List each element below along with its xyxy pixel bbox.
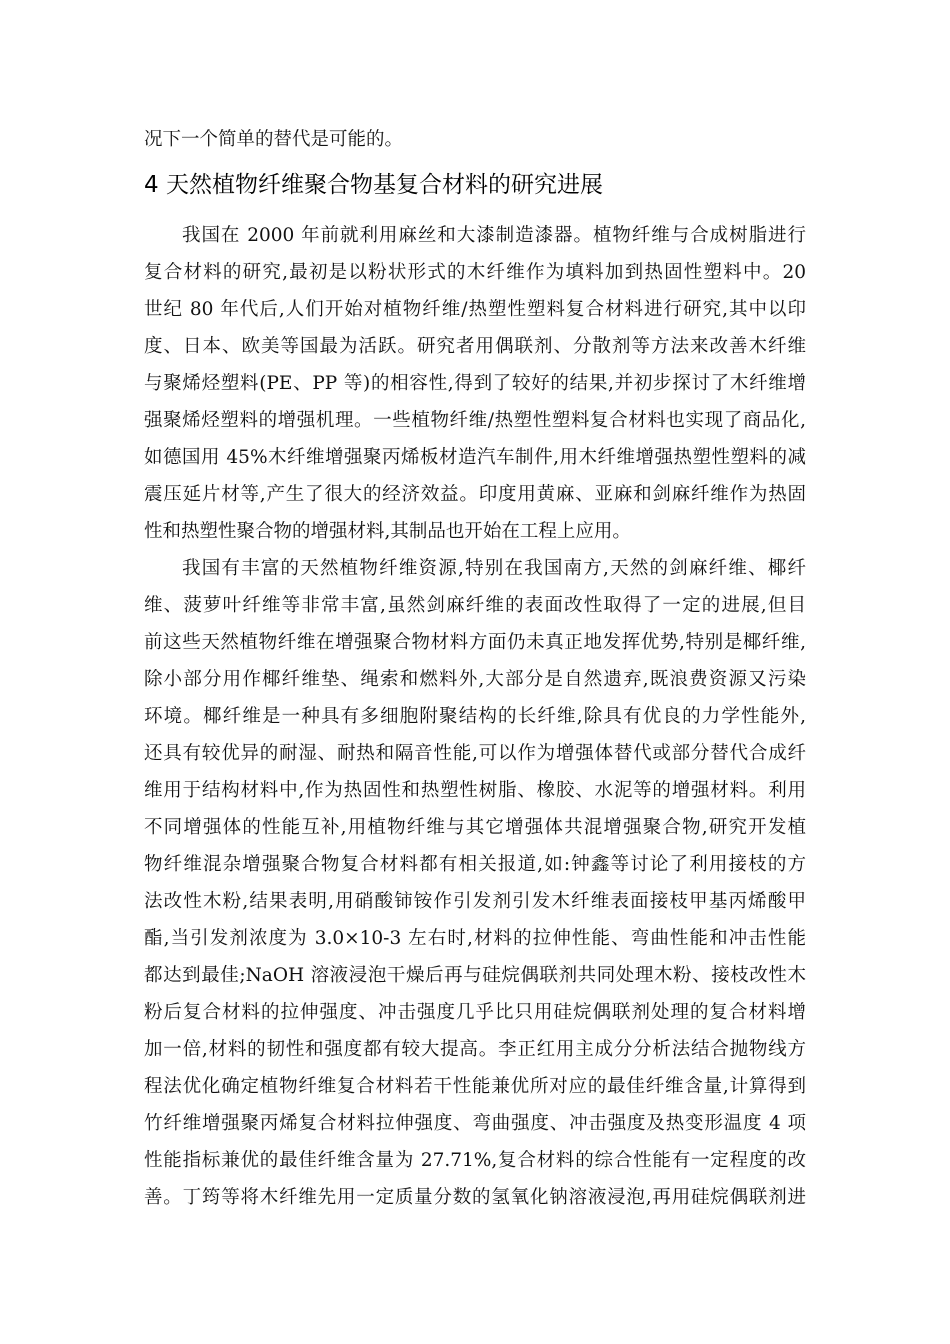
paragraph-line: 维用于结构材料中,作为热固性和热塑性树脂、橡胶、水泥等的增强材料。利用 (144, 780, 806, 801)
paragraph-line: 善。丁筠等将木纤维先用一定质量分数的氢氧化钠溶液浸泡,再用硅烷偶联剂进 (144, 1187, 806, 1208)
paragraph-line: 我国在 2000 年前就利用麻丝和大漆制造漆器。植物纤维与合成树脂进行 (182, 225, 806, 246)
paragraph-line: 复合材料的研究,最初是以粉状形式的木纤维作为填料加到热固性塑料中。20 (144, 262, 806, 283)
paragraph-line: 物纤维混杂增强聚合物复合材料都有相关报道,如:钟鑫等讨论了利用接枝的方 (144, 854, 806, 875)
paragraph-line: 法改性木粉,结果表明,用硝酸铈铵作引发剂引发木纤维表面接枝甲基丙烯酸甲 (144, 891, 806, 912)
paragraph-line: 性能指标兼优的最佳纤维含量为 27.71%,复合材料的综合性能有一定程度的改 (144, 1150, 806, 1171)
paragraph-line: 强聚烯烃塑料的增强机理。一些植物纤维/热塑性塑料复合材料也实现了商品化, (144, 410, 806, 431)
paragraph-line: 竹纤维增强聚丙烯复合材料拉伸强度、弯曲强度、冲击强度及热变形温度 4 项 (144, 1113, 806, 1134)
paragraph-line: 震压延片材等,产生了很大的经济效益。印度用黄麻、亚麻和剑麻纤维作为热固 (144, 484, 806, 505)
paragraph-line: 还具有较优异的耐湿、耐热和隔音性能,可以作为增强体替代或部分替代合成纤 (144, 743, 806, 764)
paragraph-line: 维、菠萝叶纤维等非常丰富,虽然剑麻纤维的表面改性取得了一定的进展,但目 (144, 595, 806, 616)
section-heading: 4 天然植物纤维聚合物基复合材料的研究进展 (144, 172, 603, 198)
paragraph-line: 程法优化确定植物纤维复合材料若干性能兼优所对应的最佳纤维含量,计算得到 (144, 1076, 806, 1097)
paragraph-line: 与聚烯烃塑料(PE、PP 等)的相容性,得到了较好的结果,并初步探讨了木纤维增 (144, 373, 806, 394)
paragraph-line: 除小部分用作椰纤维垫、绳索和燃料外,大部分是自然遗弃,既浪费资源又污染 (144, 669, 806, 690)
paragraph-line: 都达到最佳;NaOH 溶液浸泡干燥后再与硅烷偶联剂共同处理木粉、接枝改性木 (144, 965, 806, 986)
paragraph-line: 如德国用 45%木纤维增强聚丙烯板材造汽车制件,用木纤维增强热塑性塑料的减 (144, 447, 806, 468)
paragraph-line: 加一倍,材料的韧性和强度都有较大提高。李正红用主成分分析法结合抛物线方 (144, 1039, 806, 1060)
paragraph-line: 世纪 80 年代后,人们开始对植物纤维/热塑性塑料复合材料进行研究,其中以印 (144, 299, 806, 320)
continuation-line: 况下一个简单的替代是可能的。 (144, 129, 404, 150)
paragraph-line: 性和热塑性聚合物的增强材料,其制品也开始在工程上应用。 (144, 521, 631, 542)
paragraph-line: 粉后复合材料的拉伸强度、冲击强度几乎比只用硅烷偶联剂处理的复合材料增 (144, 1002, 806, 1023)
paragraph-line: 不同增强体的性能互补,用植物纤维与其它增强体共混增强聚合物,研究开发植 (144, 817, 806, 838)
paragraph-line: 前这些天然植物纤维在增强聚合物材料方面仍未真正地发挥优势,特别是椰纤维, (144, 632, 806, 653)
paragraph-line: 环境。椰纤维是一种具有多细胞附聚结构的长纤维,除具有优良的力学性能外, (144, 706, 806, 727)
paragraph-line: 我国有丰富的天然植物纤维资源,特别在我国南方,天然的剑麻纤维、椰纤 (182, 558, 806, 579)
paragraph-line: 酯,当引发剂浓度为 3.0×10-3 左右时,材料的拉伸性能、弯曲性能和冲击性能 (144, 928, 806, 949)
paragraph-line: 度、日本、欧美等国最为活跃。研究者用偶联剂、分散剂等方法来改善木纤维 (144, 336, 806, 357)
